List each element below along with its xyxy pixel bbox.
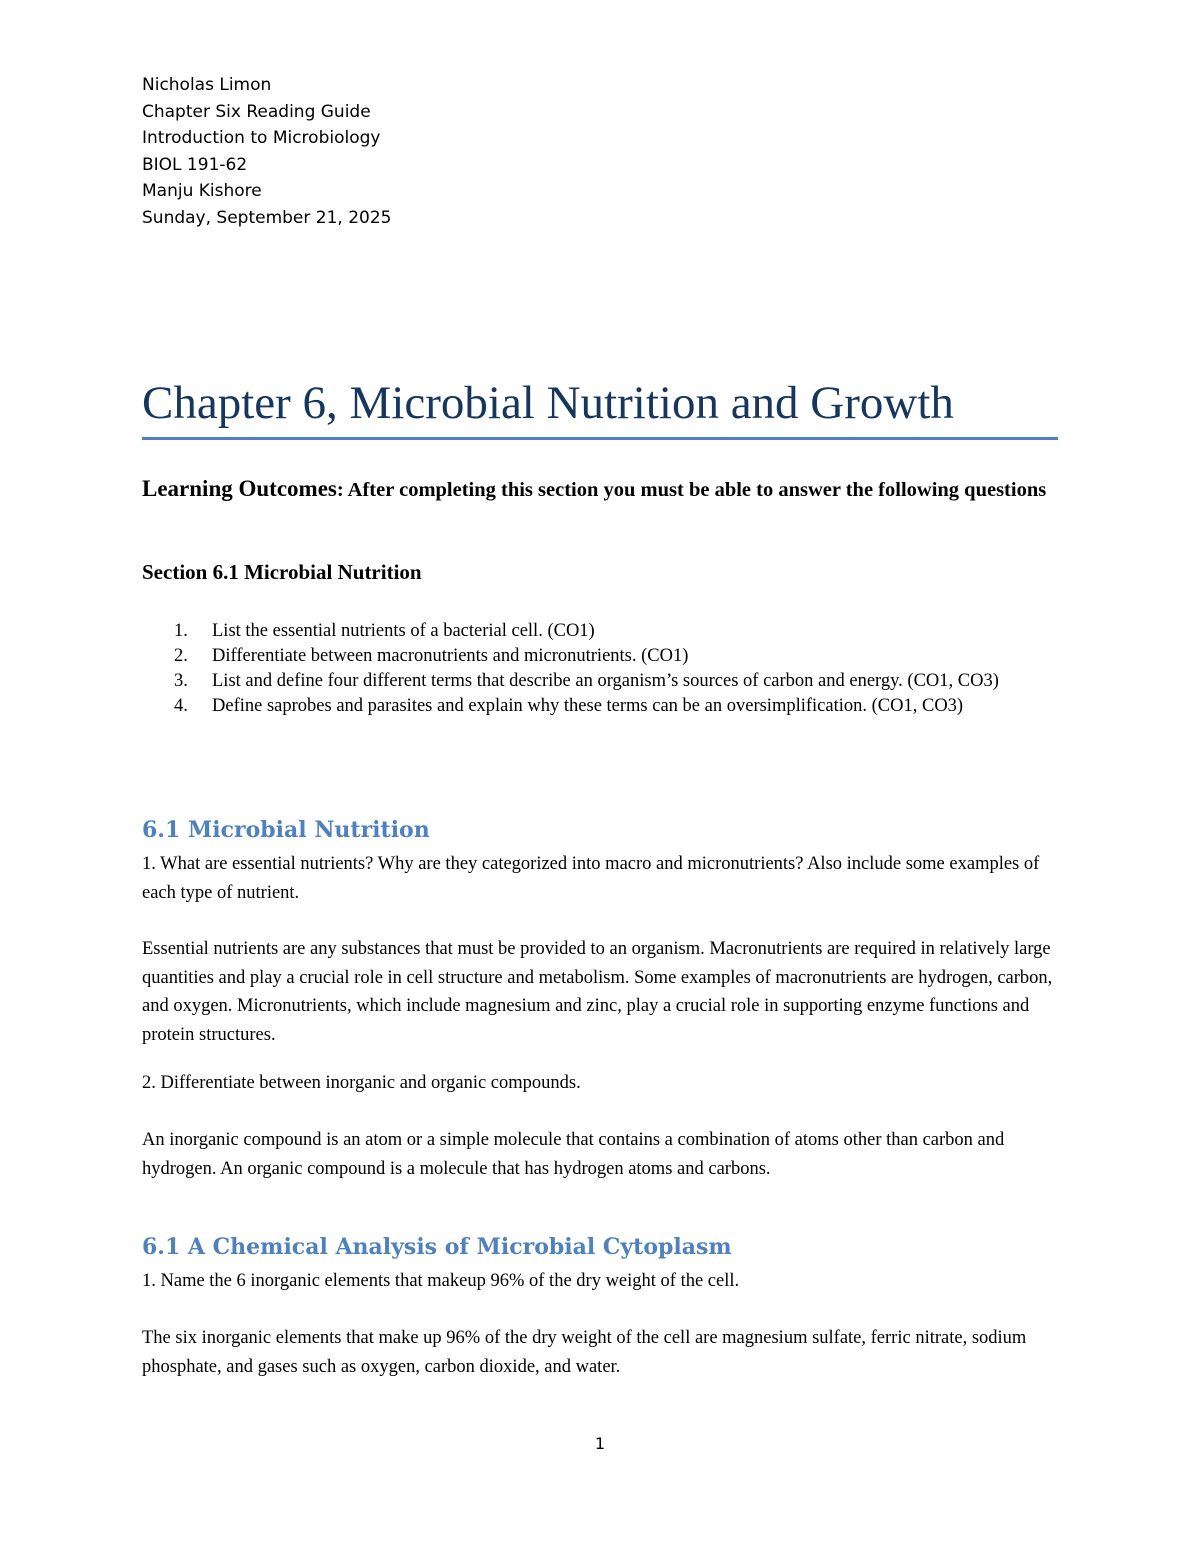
list-item xyxy=(142,669,1052,694)
list-text: Define saprobes and parasites and explain why these terms can be an oversimplification. (CO1, CO3) xyxy=(212,696,964,716)
learning-outcomes-text: : After completing this section you must be able to answer the following questions xyxy=(336,479,1047,501)
list-number: 1. xyxy=(174,621,188,641)
list-item xyxy=(142,619,1052,644)
learning-outcomes xyxy=(142,472,1052,507)
answer-inorganic-organic: An inorganic compound is an atom or a simple molecule that contains a combination of atoms other than carbon and hydrogen. An organic compound is a molecule that has hydrogen atoms and carbons. xyxy=(142,1130,1005,1179)
assignment-title: Chapter Six Reading Guide xyxy=(142,101,371,122)
course-name: Introduction to Microbiology xyxy=(142,128,381,148)
list-text: List the essential nutrients of a bacterial cell. (CO1) xyxy=(212,621,595,641)
header-block xyxy=(142,72,392,231)
question-essential-nutrients: 1. What are essential nutrients? Why are they categorized into macro and micronutrients? Also include some examples of each type of nutrient. xyxy=(142,854,1040,903)
learning-outcomes-label: Learning Outcomes xyxy=(142,476,337,501)
question-inorganic-elements: 1. Name the 6 inorganic elements that makeup 96% of the dry weight of the cell. xyxy=(142,1271,740,1291)
list-text: List and define four different terms that describe an organism’s sources of carbon and energy. (CO1, CO3) xyxy=(212,671,999,691)
page-number: 1 xyxy=(594,1434,606,1453)
questions-list xyxy=(142,619,1052,719)
list-text: Differentiate between macronutrients and micronutrients. (CO1) xyxy=(212,646,689,666)
list-number: 2. xyxy=(174,646,188,666)
course-code: BIOL 191-62 xyxy=(142,154,248,175)
answer-inorganic-elements: The six inorganic elements that make up 96% of the dry weight of the cell are magnesium sulfate, ferric nitrate, sodium phosphate, and gases such as oxygen, carbon dioxide, and water. xyxy=(142,1328,1027,1377)
list-item xyxy=(142,694,1052,719)
heading-microbial-nutrition: 6.1 Microbial Nutrition xyxy=(142,817,430,843)
date: Sunday, September 21, 2025 xyxy=(142,207,392,228)
list-number: 3. xyxy=(174,671,188,691)
question-inorganic-organic: 2. Differentiate between inorganic and organic compounds. xyxy=(142,1073,581,1093)
list-item xyxy=(142,644,1052,669)
section-heading: Section 6.1 Microbial Nutrition xyxy=(142,560,422,584)
page-title: Chapter 6, Microbial Nutrition and Growth xyxy=(142,377,954,429)
answer-essential-nutrients: Essential nutrients are any substances that must be provided to an organism. Macronutrients are required in relatively large quantities and play a crucial role in cell structure and metabolism. Some examples of macronutrients are hydrogen, carbon, and oxygen. Micronutrients, which include magnesium and zinc, play a crucial role in supporting enzyme functions and protein structures. xyxy=(142,939,1053,1045)
student-name: Nicholas Limon xyxy=(142,75,272,95)
title-underline xyxy=(142,437,1058,440)
list-number: 4. xyxy=(174,696,188,716)
instructor-name: Manju Kishore xyxy=(142,181,262,201)
heading-chemical-analysis: 6.1 A Chemical Analysis of Microbial Cytoplasm xyxy=(142,1234,732,1260)
